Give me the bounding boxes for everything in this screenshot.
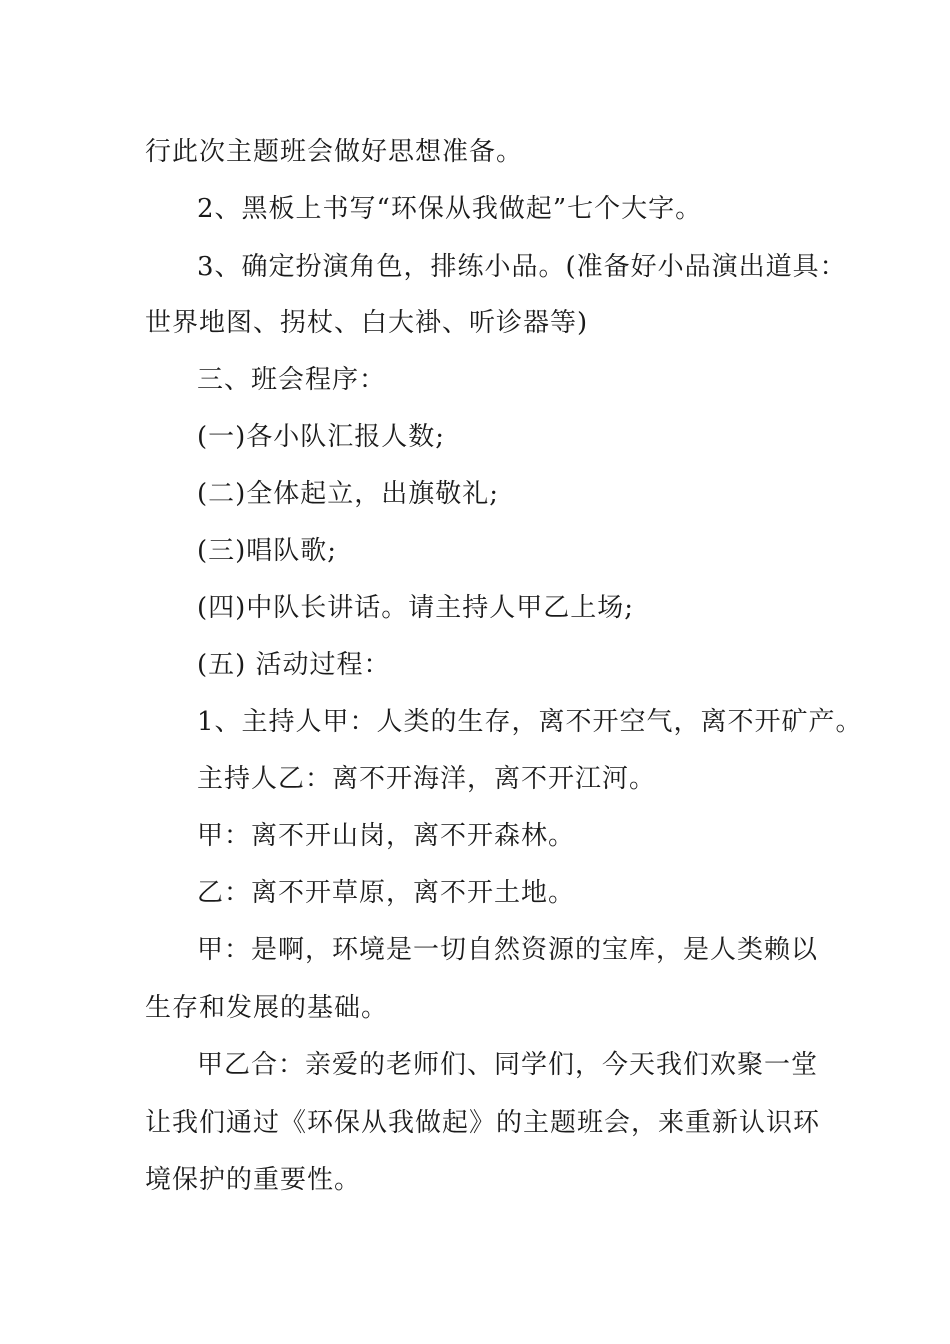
- text-line-1: 行此次主题班会做好思想准备。: [145, 137, 524, 167]
- text-line-4: 世界地图、拐杖、白大褂、听诊器等): [145, 308, 589, 338]
- text-line-16: 生存和发展的基础。: [145, 993, 389, 1023]
- text-line-10: (五) 活动过程：: [197, 650, 391, 680]
- text-line-12: 主持人乙：离不开海洋，离不开江河。: [197, 764, 657, 794]
- text-line-2: 2、黑板上书写“环保从我做起”七个大字。: [197, 194, 703, 224]
- text-line-17: 甲乙合：亲爱的老师们、同学们，今天我们欢聚一堂: [197, 1050, 819, 1080]
- text-line-3: 3、确定扮演角色，排练小品。(准备好小品演出道具：: [197, 252, 847, 282]
- text-line-13: 甲：离不开山岗，离不开森林。: [197, 821, 576, 851]
- text-line-6: (一)各小队汇报人数;: [197, 422, 446, 452]
- text-line-8: (三)唱队歌;: [197, 536, 338, 566]
- text-line-7: (二)全体起立，出旗敬礼;: [197, 479, 500, 509]
- text-line-19: 境保护的重要性。: [145, 1165, 362, 1195]
- text-line-5: 三、班会程序：: [197, 365, 387, 395]
- text-line-18: 让我们通过《环保从我做起》的主题班会，来重新认识环: [145, 1108, 821, 1138]
- text-line-11: 1、主持人甲：人类的生存，离不开空气，离不开矿产。: [197, 707, 863, 737]
- text-line-15: 甲：是啊，环境是一切自然资源的宝库，是人类赖以: [197, 935, 819, 965]
- text-line-9: (四)中队长讲话。请主持人甲乙上场;: [197, 593, 635, 623]
- text-line-14: 乙：离不开草原，离不开土地。: [197, 878, 576, 908]
